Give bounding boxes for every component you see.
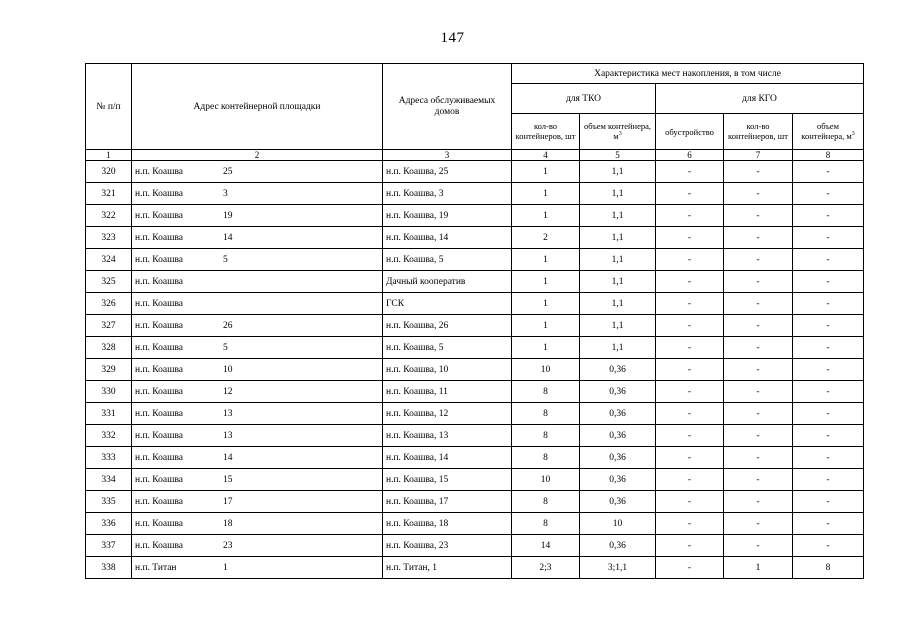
- cell-served-address: н.п. Титан, 1: [383, 557, 512, 579]
- table-row: [86, 337, 864, 359]
- settlement-name: н.п. Коашва: [135, 518, 184, 529]
- cell-tko-count: 1: [512, 293, 580, 315]
- cell-kgo-count: -: [724, 271, 793, 293]
- cell-tko-volume: 1,1: [580, 315, 656, 337]
- cell-served-address: н.п. Коашва, 12: [383, 403, 512, 425]
- cell-tko-count: 10: [512, 359, 580, 381]
- cell-num: 320: [86, 161, 132, 183]
- settlement-name: н.п. Коашва: [135, 364, 184, 375]
- settlement-name: н.п. Коашва: [135, 474, 184, 485]
- cell-kgo-facility: -: [656, 381, 724, 403]
- cell-served-address: н.п. Коашва, 19: [383, 205, 512, 227]
- cell-kgo-facility: -: [656, 161, 724, 183]
- cell-num: 334: [86, 469, 132, 491]
- house-number: 5: [223, 342, 228, 353]
- cell-kgo-volume: -: [793, 293, 864, 315]
- cell-kgo-volume: -: [793, 161, 864, 183]
- cell-tko-volume: 0,36: [580, 403, 656, 425]
- cell-kgo-volume: -: [793, 513, 864, 535]
- settlement-name: н.п. Коашва: [135, 232, 184, 243]
- cell-kgo-count: -: [724, 425, 793, 447]
- header-served-addresses-text: Адреса обслуживаемых домов: [398, 96, 496, 117]
- table-row: [86, 183, 864, 205]
- table-row: [86, 293, 864, 315]
- cell-tko-count: 10: [512, 469, 580, 491]
- cell-site-address: [132, 249, 383, 271]
- column-number: 5: [580, 150, 656, 161]
- header-num: № п/п: [86, 64, 132, 150]
- cell-tko-volume: 0,36: [580, 359, 656, 381]
- cell-kgo-count: -: [724, 513, 793, 535]
- page-number: 147: [440, 30, 465, 46]
- cell-tko-volume: 0,36: [580, 469, 656, 491]
- cell-kgo-facility: -: [656, 535, 724, 557]
- cell-served-address: н.п. Коашва, 15: [383, 469, 512, 491]
- cell-kgo-count: -: [724, 249, 793, 271]
- column-number: 7: [724, 150, 793, 161]
- cell-tko-count: 8: [512, 447, 580, 469]
- cell-kgo-facility: -: [656, 557, 724, 579]
- cell-kgo-volume: -: [793, 535, 864, 557]
- cell-kgo-volume: -: [793, 249, 864, 271]
- header-kgo-count: [724, 114, 793, 150]
- settlement-name: н.п. Коашва: [135, 166, 184, 177]
- cell-tko-volume: 1,1: [580, 271, 656, 293]
- settlement-name: н.п. Коашва: [135, 254, 184, 265]
- house-number: 10: [223, 364, 233, 375]
- table-row: [86, 271, 864, 293]
- header-site-address: Адрес контейнерной площадки: [132, 64, 383, 150]
- cell-kgo-count: -: [724, 491, 793, 513]
- cell-site-address: [132, 315, 383, 337]
- cell-tko-volume: 1,1: [580, 293, 656, 315]
- house-number: 14: [223, 232, 233, 243]
- cell-site-address: [132, 293, 383, 315]
- cell-tko-volume: 10: [580, 513, 656, 535]
- cell-site-address: [132, 359, 383, 381]
- cell-num: 327: [86, 315, 132, 337]
- cell-served-address: ГСК: [383, 293, 512, 315]
- settlement-name: н.п. Коашва: [135, 540, 184, 551]
- cell-tko-count: 8: [512, 513, 580, 535]
- container-sites-table: [85, 63, 864, 579]
- settlement-name: н.п. Коашва: [135, 320, 184, 331]
- cell-num: 322: [86, 205, 132, 227]
- cell-tko-volume: 1,1: [580, 205, 656, 227]
- cell-served-address: Дачный кооператив: [383, 271, 512, 293]
- cell-kgo-count: -: [724, 469, 793, 491]
- column-number: 6: [656, 150, 724, 161]
- cell-tko-volume: 0,36: [580, 447, 656, 469]
- cell-num: 326: [86, 293, 132, 315]
- cell-num: 336: [86, 513, 132, 535]
- cell-tko-count: 1: [512, 337, 580, 359]
- settlement-name: н.п. Титан: [135, 562, 177, 573]
- cell-tko-volume: 0,36: [580, 535, 656, 557]
- cell-kgo-count: -: [724, 227, 793, 249]
- settlement-name: н.п. Коашва: [135, 408, 184, 419]
- cell-tko-count: 1: [512, 271, 580, 293]
- cell-tko-count: 8: [512, 381, 580, 403]
- cell-kgo-facility: -: [656, 491, 724, 513]
- house-number: 19: [223, 210, 233, 221]
- settlement-name: н.п. Коашва: [135, 452, 184, 463]
- table-row: [86, 491, 864, 513]
- cell-site-address: [132, 205, 383, 227]
- cell-served-address: н.п. Коашва, 17: [383, 491, 512, 513]
- house-number: 13: [223, 430, 233, 441]
- settlement-name: н.п. Коашва: [135, 496, 184, 507]
- cell-tko-count: 1: [512, 161, 580, 183]
- table-row: [86, 205, 864, 227]
- house-number: 25: [223, 166, 233, 177]
- cell-served-address: н.п. Коашва, 11: [383, 381, 512, 403]
- cell-kgo-facility: -: [656, 249, 724, 271]
- cell-num: 331: [86, 403, 132, 425]
- cell-kgo-count: 1: [724, 557, 793, 579]
- cell-kgo-count: -: [724, 381, 793, 403]
- cell-site-address: [132, 535, 383, 557]
- cell-num: 328: [86, 337, 132, 359]
- house-number: 15: [223, 474, 233, 485]
- cell-tko-volume: 1,1: [580, 249, 656, 271]
- cell-kgo-facility: -: [656, 271, 724, 293]
- cell-kgo-count: -: [724, 315, 793, 337]
- table-row: [86, 557, 864, 579]
- column-number: 2: [132, 150, 383, 161]
- cell-kgo-volume: -: [793, 271, 864, 293]
- house-number: 26: [223, 320, 233, 331]
- cell-tko-volume: 1,1: [580, 183, 656, 205]
- cell-served-address: н.п. Коашва, 10: [383, 359, 512, 381]
- house-number: 5: [223, 254, 228, 265]
- header-tko: для ТКО: [512, 84, 656, 114]
- house-number: 18: [223, 518, 233, 529]
- cell-tko-count: 8: [512, 403, 580, 425]
- house-number: 1: [223, 562, 228, 573]
- cell-num: 324: [86, 249, 132, 271]
- cell-site-address: [132, 161, 383, 183]
- column-number: 4: [512, 150, 580, 161]
- table-body: [86, 161, 864, 579]
- cell-num: 338: [86, 557, 132, 579]
- cell-kgo-volume: -: [793, 425, 864, 447]
- cell-tko-volume: 0,36: [580, 425, 656, 447]
- header-tko-volume-sup: 3: [618, 130, 622, 137]
- cell-num: 332: [86, 425, 132, 447]
- cell-num: 321: [86, 183, 132, 205]
- cell-kgo-facility: -: [656, 425, 724, 447]
- cell-served-address: н.п. Коашва, 23: [383, 535, 512, 557]
- cell-tko-count: 1: [512, 249, 580, 271]
- cell-site-address: [132, 469, 383, 491]
- cell-kgo-volume: -: [793, 469, 864, 491]
- cell-num: 329: [86, 359, 132, 381]
- cell-tko-volume: 1,1: [580, 161, 656, 183]
- cell-kgo-count: -: [724, 161, 793, 183]
- cell-site-address: [132, 337, 383, 359]
- cell-num: 337: [86, 535, 132, 557]
- cell-kgo-facility: -: [656, 227, 724, 249]
- header-kgo-count-text: кол-во контейнеров, шт: [728, 121, 788, 141]
- cell-served-address: н.п. Коашва, 18: [383, 513, 512, 535]
- house-number: 23: [223, 540, 233, 551]
- cell-tko-volume: 3;1,1: [580, 557, 656, 579]
- settlement-name: н.п. Коашва: [135, 342, 184, 353]
- house-number: 14: [223, 452, 233, 463]
- table-row: [86, 227, 864, 249]
- cell-kgo-facility: -: [656, 513, 724, 535]
- cell-site-address: [132, 227, 383, 249]
- cell-served-address: н.п. Коашва, 13: [383, 425, 512, 447]
- cell-num: 323: [86, 227, 132, 249]
- header-tko-volume: [580, 114, 656, 150]
- cell-kgo-count: -: [724, 205, 793, 227]
- cell-kgo-facility: -: [656, 205, 724, 227]
- cell-kgo-facility: -: [656, 359, 724, 381]
- cell-tko-count: 1: [512, 183, 580, 205]
- cell-kgo-facility: -: [656, 293, 724, 315]
- settlement-name: н.п. Коашва: [135, 430, 184, 441]
- header-characteristic: Характеристика мест накопления, в том числе: [512, 64, 864, 84]
- cell-site-address: [132, 381, 383, 403]
- cell-kgo-count: -: [724, 183, 793, 205]
- cell-served-address: н.п. Коашва, 5: [383, 249, 512, 271]
- cell-kgo-volume: -: [793, 447, 864, 469]
- cell-kgo-volume: -: [793, 403, 864, 425]
- house-number: 3: [223, 188, 228, 199]
- cell-kgo-facility: -: [656, 447, 724, 469]
- cell-served-address: н.п. Коашва, 5: [383, 337, 512, 359]
- settlement-name: н.п. Коашва: [135, 188, 184, 199]
- cell-kgo-volume: 8: [793, 557, 864, 579]
- cell-tko-volume: 0,36: [580, 491, 656, 513]
- cell-tko-volume: 1,1: [580, 337, 656, 359]
- cell-site-address: [132, 513, 383, 535]
- cell-site-address: [132, 491, 383, 513]
- cell-tko-volume: 0,36: [580, 381, 656, 403]
- cell-tko-volume: 1,1: [580, 227, 656, 249]
- cell-site-address: [132, 557, 383, 579]
- cell-kgo-facility: -: [656, 183, 724, 205]
- cell-tko-count: 8: [512, 491, 580, 513]
- table-row: [86, 249, 864, 271]
- header-kgo-volume-sup: 3: [851, 130, 855, 137]
- cell-site-address: [132, 425, 383, 447]
- table-row: [86, 161, 864, 183]
- cell-site-address: [132, 271, 383, 293]
- cell-kgo-volume: -: [793, 337, 864, 359]
- column-number: 8: [793, 150, 864, 161]
- cell-kgo-volume: -: [793, 359, 864, 381]
- cell-tko-count: 1: [512, 315, 580, 337]
- cell-kgo-volume: -: [793, 205, 864, 227]
- table-row: [86, 447, 864, 469]
- house-number: 12: [223, 386, 233, 397]
- cell-tko-count: 14: [512, 535, 580, 557]
- cell-tko-count: 2: [512, 227, 580, 249]
- house-number: 17: [223, 496, 233, 507]
- header-tko-volume-text: объем контейнера, м: [583, 121, 652, 141]
- cell-site-address: [132, 447, 383, 469]
- settlement-name: н.п. Коашва: [135, 210, 184, 221]
- cell-kgo-volume: -: [793, 491, 864, 513]
- cell-num: 330: [86, 381, 132, 403]
- cell-kgo-facility: -: [656, 469, 724, 491]
- cell-num: 333: [86, 447, 132, 469]
- cell-kgo-count: -: [724, 359, 793, 381]
- cell-kgo-facility: -: [656, 337, 724, 359]
- cell-tko-count: 1: [512, 205, 580, 227]
- cell-served-address: н.п. Коашва, 14: [383, 227, 512, 249]
- cell-kgo-volume: -: [793, 315, 864, 337]
- cell-kgo-facility: -: [656, 315, 724, 337]
- table-row: [86, 403, 864, 425]
- table-row: [86, 535, 864, 557]
- cell-tko-count: 8: [512, 425, 580, 447]
- table-row: [86, 359, 864, 381]
- cell-site-address: [132, 183, 383, 205]
- cell-kgo-count: -: [724, 337, 793, 359]
- table-row: [86, 513, 864, 535]
- header-kgo-volume-text: объем контейнера, м: [801, 121, 852, 141]
- header-served-addresses: [383, 64, 512, 150]
- cell-site-address: [132, 403, 383, 425]
- cell-kgo-volume: -: [793, 381, 864, 403]
- cell-kgo-count: -: [724, 535, 793, 557]
- settlement-name: н.п. Коашва: [135, 386, 184, 397]
- cell-served-address: н.п. Коашва, 14: [383, 447, 512, 469]
- header-tko-count: [512, 114, 580, 150]
- cell-num: 335: [86, 491, 132, 513]
- settlement-name: н.п. Коашва: [135, 276, 184, 287]
- header-tko-count-text: кол-во контейнеров, шт: [515, 121, 576, 141]
- header-kgo-volume: [793, 114, 864, 150]
- cell-kgo-volume: -: [793, 227, 864, 249]
- house-number: 13: [223, 408, 233, 419]
- cell-num: 325: [86, 271, 132, 293]
- header-kgo-facility: обустройство: [656, 114, 724, 150]
- cell-kgo-count: -: [724, 293, 793, 315]
- settlement-name: н.п. Коашва: [135, 298, 184, 309]
- cell-kgo-count: -: [724, 403, 793, 425]
- table-row: [86, 469, 864, 491]
- cell-kgo-volume: -: [793, 183, 864, 205]
- table-row: [86, 315, 864, 337]
- column-number: 3: [383, 150, 512, 161]
- cell-served-address: н.п. Коашва, 26: [383, 315, 512, 337]
- table-row: [86, 425, 864, 447]
- table-row: [86, 381, 864, 403]
- cell-served-address: н.п. Коашва, 25: [383, 161, 512, 183]
- column-number: 1: [86, 150, 132, 161]
- cell-served-address: н.п. Коашва, 3: [383, 183, 512, 205]
- cell-tko-count: 2;3: [512, 557, 580, 579]
- cell-kgo-facility: -: [656, 403, 724, 425]
- cell-kgo-count: -: [724, 447, 793, 469]
- header-kgo: для КГО: [656, 84, 864, 114]
